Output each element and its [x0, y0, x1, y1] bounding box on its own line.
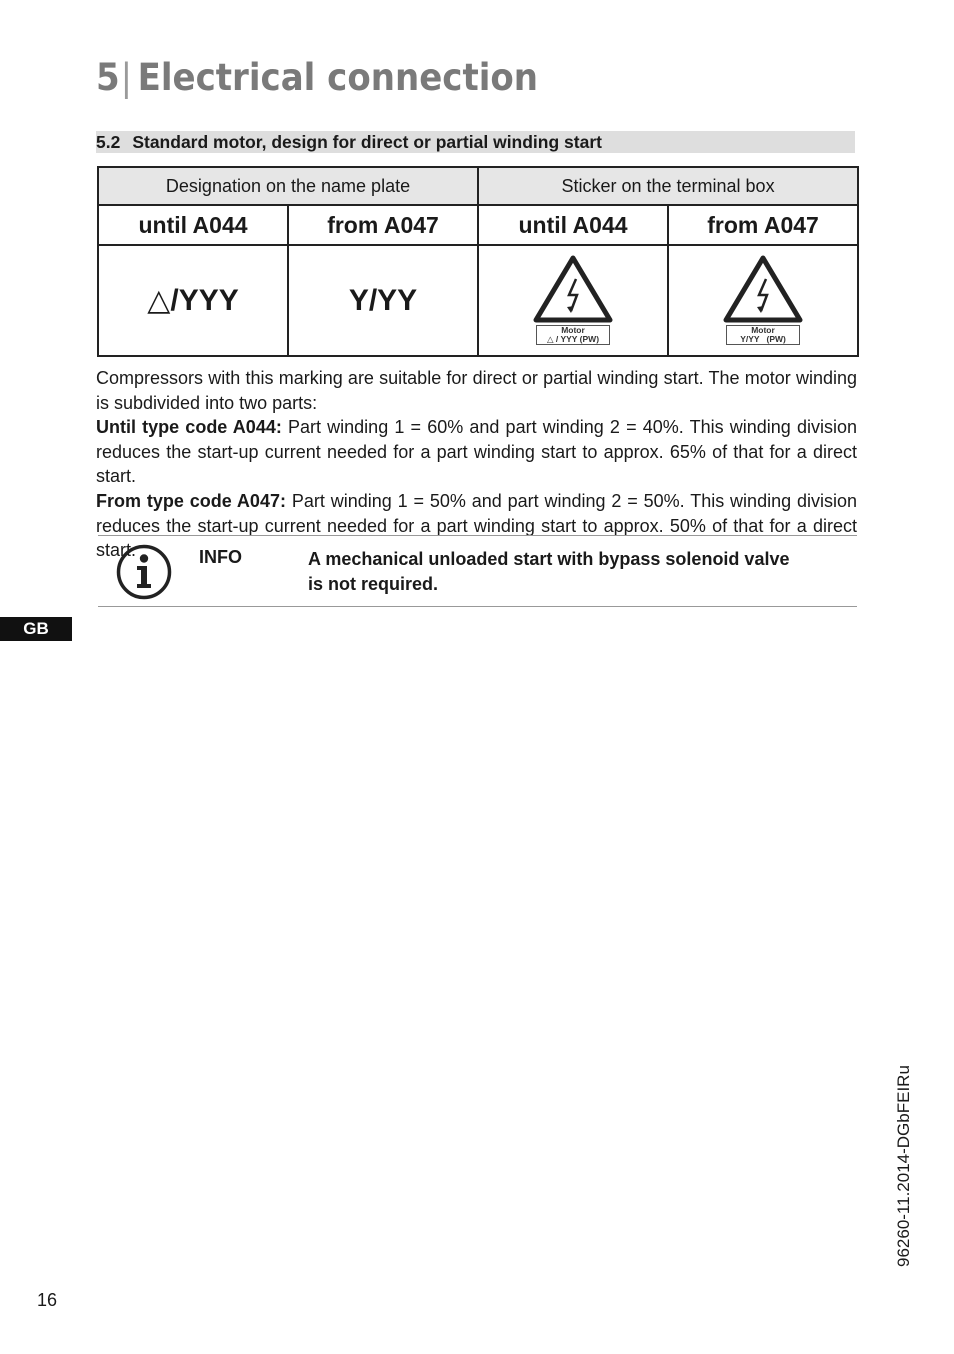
until-text: Part winding 1 = 60% and part winding 2 = 40%. This winding division reduces the start-up current needed for a part winding start to approx. 65% of that for a direct start.	[96, 417, 857, 487]
info-text: A mechanical unloaded start with bypass solenoid valve is not required.	[308, 549, 790, 594]
intro-paragraph: Compressors with this marking are suitable for direct or partial winding start. The motor winding is subdivided into two parts:	[96, 368, 857, 413]
sticker-cell	[668, 245, 858, 356]
language-tab: GB	[0, 617, 72, 641]
document-code: 96260-11.2014-DGbFEIRu	[894, 1065, 913, 1267]
page-number: 16	[37, 1290, 58, 1310]
sticker-plate-bottom: Y/YY (PW)	[740, 333, 786, 344]
section-title: Standard motor, design for direct or partial winding start	[132, 132, 602, 152]
description-text	[96, 366, 857, 563]
table-subheader-row	[98, 205, 858, 245]
table-header-row	[98, 167, 858, 205]
chapter-title-text: Electrical connection	[137, 56, 539, 99]
info-label: INFO	[199, 547, 242, 567]
name-plate-marking: △/YYY	[147, 284, 239, 318]
from-text: Part winding 1 = 50% and part winding 2 = 50%. This winding division reduces the start-up current needed for a part winding start to approx. 50% of that for a direct start.	[96, 490, 857, 561]
sticker-plate-top: Motor	[751, 324, 775, 335]
subheader-cell: until A044	[98, 205, 288, 245]
chapter-number: 5	[96, 56, 120, 99]
sticker-cell	[478, 245, 668, 356]
chapter-title	[96, 56, 538, 99]
until-paragraph	[96, 415, 857, 489]
sticker-plate	[726, 325, 800, 345]
high-voltage-warning-icon	[533, 255, 613, 323]
header-name-plate: Designation on the name plate	[98, 167, 478, 205]
sticker-plate-top: Motor	[561, 324, 585, 335]
until-label: Until type code A044:	[96, 417, 282, 438]
section-heading	[96, 131, 855, 153]
subheader-cell: from A047	[668, 205, 858, 245]
terminal-sticker	[533, 255, 613, 345]
sticker-plate	[536, 325, 610, 345]
section-number: 5.2	[96, 132, 121, 152]
chapter-separator: |	[120, 56, 133, 99]
terminal-sticker	[723, 255, 803, 345]
name-plate-cell	[98, 245, 288, 356]
from-label: From type code A047:	[96, 490, 286, 511]
name-plate-cell	[288, 245, 478, 356]
name-plate-marking: Y/YY	[348, 283, 418, 317]
info-icon	[116, 544, 172, 600]
header-sticker: Sticker on the terminal box	[478, 167, 858, 205]
subheader-cell: until A044	[478, 205, 668, 245]
table-row	[98, 245, 858, 356]
sticker-plate-bottom: △ / YYY (PW)	[546, 333, 600, 344]
info-note	[98, 535, 857, 607]
designation-table	[97, 166, 859, 357]
subheader-cell: from A047	[288, 205, 478, 245]
high-voltage-warning-icon	[723, 255, 803, 323]
